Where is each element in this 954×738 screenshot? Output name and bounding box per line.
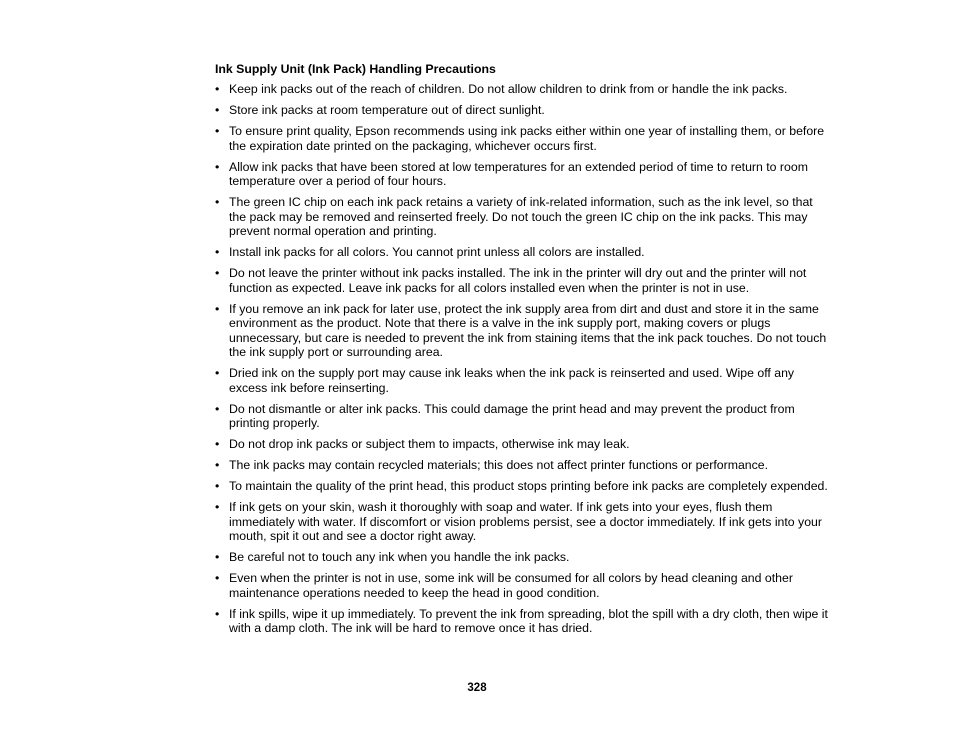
list-item <box>215 458 830 473</box>
bullet-icon: • <box>215 401 220 416</box>
list-item-text: If ink spills, wipe it up immediately. To prevent the ink from spreading, blot the spill with a dry cloth, then wipe it with a damp cloth. The ink will be hard to remove once it has dried. <box>229 606 828 635</box>
bullet-icon: • <box>215 103 220 117</box>
list-item <box>215 266 830 295</box>
bullet-icon: • <box>215 266 220 280</box>
bullet-icon: • <box>215 437 220 451</box>
list-item <box>215 402 830 431</box>
list-item-text: Be careful not to touch any ink when you handle the ink packs. <box>229 550 570 564</box>
list-item-text: Even when the printer is not in use, some ink will be consumed for all colors by head cleaning and other maintenance operations needed to keep the head in good condition. <box>229 571 793 600</box>
list-item <box>215 571 830 600</box>
bullet-icon: • <box>215 458 220 472</box>
list-item <box>215 607 830 636</box>
bullet-icon: • <box>215 550 220 564</box>
bullet-icon: • <box>215 366 220 380</box>
list-item-text: The green IC chip on each ink pack retains a variety of ink-related information, such as the ink level, so that the pack may be removed and reinserted freely. Do not touch the green IC chip on the ink packs. This may prevent normal operation and printing. <box>229 195 813 238</box>
list-item-text: Store ink packs at room temperature out of direct sunlight. <box>229 103 545 117</box>
list-item <box>215 366 830 395</box>
list-item-text: To ensure print quality, Epson recommends using ink packs either within one year of installing them, or before the expiration date printed on the packaging, whichever occurs first. <box>229 124 825 153</box>
list-item <box>215 302 830 360</box>
bullet-icon: • <box>215 301 220 316</box>
list-item-text: Keep ink packs out of the reach of children. Do not allow children to drink from or handle the ink packs. <box>229 82 788 96</box>
list-item-text: If ink gets on your skin, wash it thoroughly with soap and water. If ink gets into your eyes, flush them immediately with water. If discomfort or vision problems persist, see a doctor immediately. If ink gets into your mouth, spit it out and see a doctor right away. <box>229 500 822 543</box>
section-heading: Ink Supply Unit (Ink Pack) Handling Precautions <box>215 62 496 76</box>
list-item <box>215 437 830 452</box>
list-item <box>215 500 830 544</box>
list-item-text: Dried ink on the supply port may cause ink leaks when the ink pack is reinserted and used. Wipe off any excess ink before reinserting. <box>229 366 795 395</box>
list-item <box>215 245 830 260</box>
list-item <box>215 195 830 239</box>
list-item <box>215 479 830 494</box>
bullet-icon: • <box>215 571 220 585</box>
bullet-icon: • <box>215 500 220 514</box>
list-item-text: If you remove an ink pack for later use, protect the ink supply area from dirt and dust and store it in the same environment as the product. Note that there is a valve in the ink supply port, making covers or plugs unnecessary, but care is needed to prevent the ink from staining items that the ink pack touches. Do not touch the ink supply port or surrounding area. <box>229 301 827 359</box>
list-item-text: To maintain the quality of the print head, this product stops printing before ink packs are completely expended. <box>229 479 828 493</box>
precautions-list <box>215 82 830 636</box>
list-item <box>215 124 830 153</box>
bullet-icon: • <box>215 606 220 621</box>
list-item-text: Do not drop ink packs or subject them to impacts, otherwise ink may leak. <box>229 437 630 451</box>
bullet-icon: • <box>215 124 220 138</box>
list-item-text: Do not leave the printer without ink packs installed. The ink in the printer will dry out and the printer will not function as expected. Leave ink packs for all colors installed even when the printer is not in use. <box>229 266 807 295</box>
list-item <box>215 103 830 118</box>
list-item <box>215 550 830 565</box>
bullet-icon: • <box>215 479 220 493</box>
bullet-icon: • <box>215 82 220 96</box>
list-item-text: The ink packs may contain recycled materials; this does not affect printer functions or performance. <box>229 458 769 472</box>
document-body <box>215 62 830 642</box>
bullet-icon: • <box>215 195 220 209</box>
list-item <box>215 82 830 97</box>
list-item <box>215 160 830 189</box>
list-item-text: Do not dismantle or alter ink packs. This could damage the print head and may prevent the product from printing properly. <box>229 401 795 430</box>
list-item-text: Install ink packs for all colors. You cannot print unless all colors are installed. <box>229 245 645 259</box>
list-item-text: Allow ink packs that have been stored at low temperatures for an extended period of time to return to room temperature over a period of four hours. <box>229 159 808 188</box>
bullet-icon: • <box>215 159 220 174</box>
bullet-icon: • <box>215 245 220 259</box>
page-number: 328 <box>467 682 487 694</box>
